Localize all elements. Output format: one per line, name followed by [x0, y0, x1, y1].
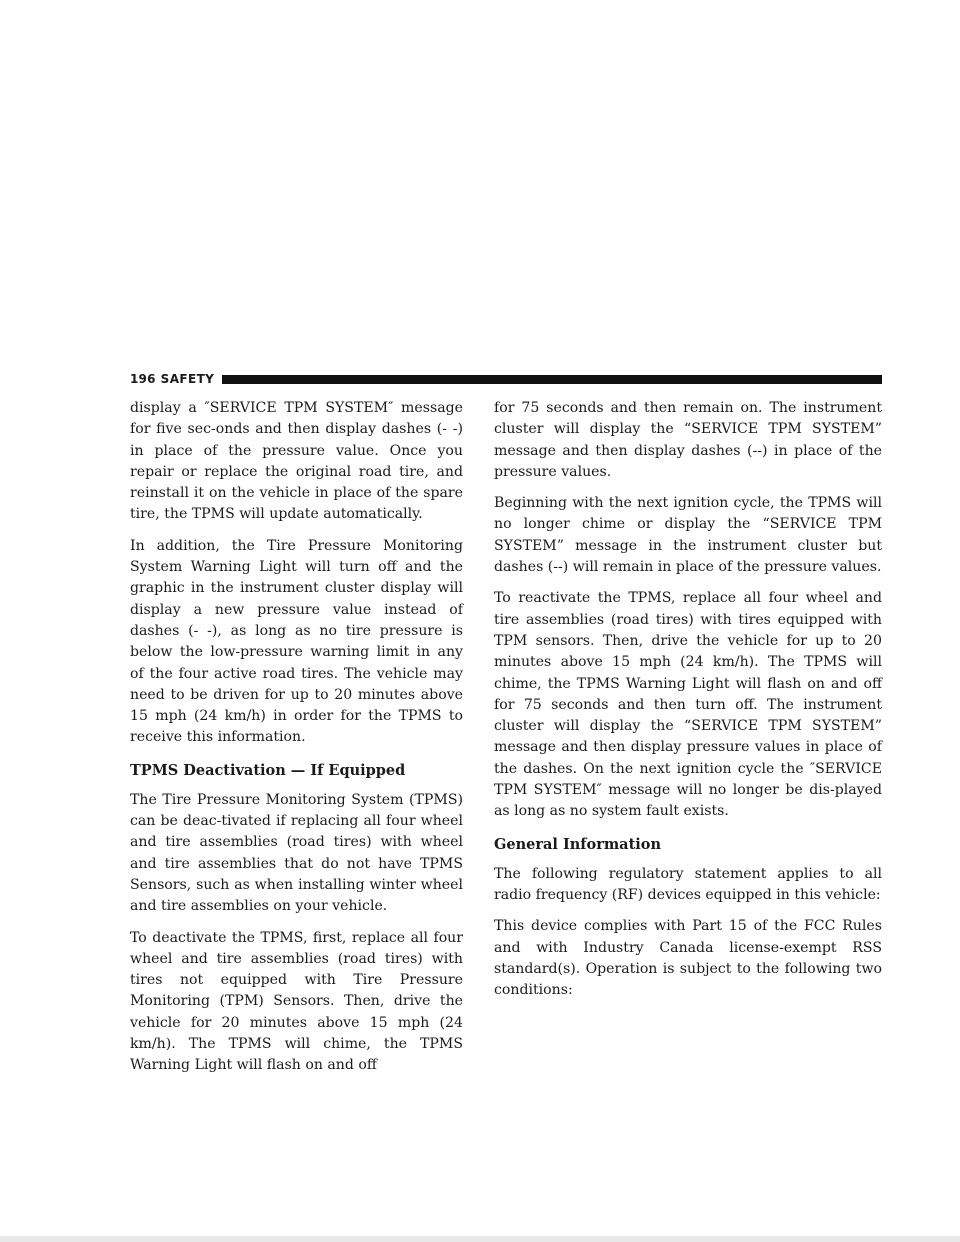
paragraph: The following regulatory statement applies to all radio frequency (RF) devices equipped in this vehicle:	[494, 865, 882, 903]
page-header	[130, 371, 882, 387]
section-heading: General Information	[494, 835, 661, 853]
left-column	[130, 398, 463, 1087]
paragraph: To reactivate the TPMS, replace all four wheel and tire assemblies (road tires) with tires equipped with TPM sensors. Then, drive the vehicle for up to 20 minutes above 15 mph (24 km/h). The TPMS will chime, the TPMS Warning Light will flash on and off for 75 seconds and then turn off. The instrument cluster will display the “SERVICE TPM SYSTEM” message and then display pressure values in place of the dashes. On the next ignition cycle the ″SERVICE TPM SYSTEM″ message will no longer be dis-played as long as no system fault exists.	[494, 590, 882, 820]
paragraph: display a ″SERVICE TPM SYSTEM″ message for five sec-onds and then display dashes (- -) in place of the pressure value. Once you repair or replace the original road tire, and reinstall it on the vehicle in place of the spare tire, the TPMS will update automatically.	[130, 400, 463, 523]
page-bottom-strip	[0, 1236, 960, 1242]
paragraph: Beginning with the next ignition cycle, the TPMS will no longer chime or display the “SERVICE TPM SYSTEM” message in the instrument cluster but dashes (--) will remain in place of the pressure values.	[494, 495, 882, 576]
page-number: 196	[130, 372, 156, 386]
right-column	[494, 398, 882, 1011]
paragraph: To deactivate the TPMS, first, replace all four wheel and tire assemblies (road tires) with tires not equipped with Tire Pressure Monitoring (TPM) Sensors. Then, drive the vehicle for 20 minutes above 15 mph (24 km/h). The TPMS will chime, the TPMS Warning Light will flash on and off	[130, 929, 463, 1074]
paragraph: This device complies with Part 15 of the FCC Rules and with Industry Canada license-exempt RSS standard(s). Operation is subject to the following two conditions:	[494, 918, 882, 999]
section-heading: TPMS Deactivation — If Equipped	[130, 761, 406, 779]
header-rule	[222, 375, 882, 384]
paragraph: In addition, the Tire Pressure Monitoring System Warning Light will turn off and the graphic in the instrument cluster display will display a new pressure value instead of dashes (- -), as long as no tire pressure is below the low-pressure warning limit in any of the four active road tires. The vehicle may need to be driven for up to 20 minutes above 15 mph (24 km/h) in order for the TPMS to receive this information.	[130, 537, 463, 746]
section-title: SAFETY	[160, 372, 215, 386]
paragraph: The Tire Pressure Monitoring System (TPMS) can be deac-tivated if replacing all four wheel and tire assemblies (road tires) with wheel and tire assemblies that do not have TPMS Sensors, such as when installing winter wheel and tire assemblies on your vehicle.	[130, 791, 463, 915]
paragraph: for 75 seconds and then remain on. The instrument cluster will display the “SERVICE TPM SYSTEM” message and then display dashes (--) in place of the pressure values.	[494, 400, 882, 480]
